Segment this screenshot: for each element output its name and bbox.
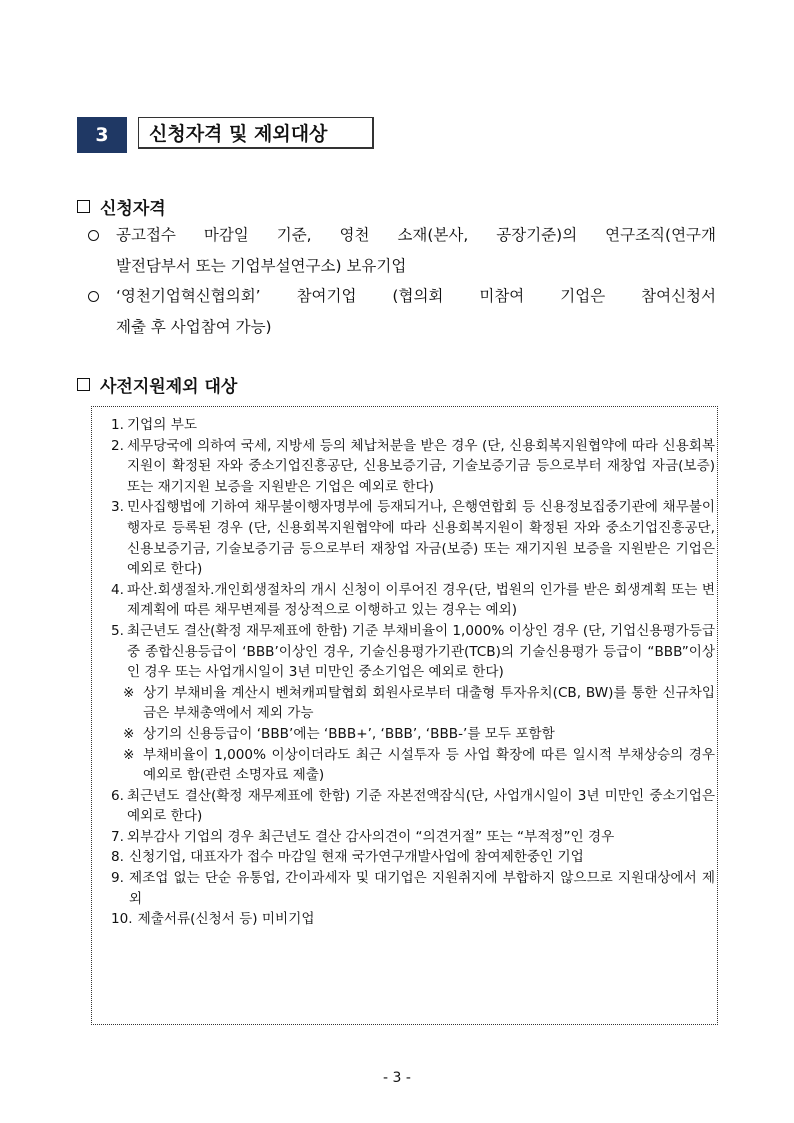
note-mark: ※ [123,746,135,763]
list-item [111,497,715,579]
note-item [111,724,715,745]
list-item [111,580,715,621]
page-number: - 3 - [383,1070,411,1086]
item-number: 10. [111,911,133,928]
item-number: 5. [111,622,124,639]
item-text: 세무당국에 의하여 국세, 지방세 등의 체납처분을 받은 경우 (단, 신용회복지원협약에 따라 신용회복지원이 확정된 자와 중소기업진흥공단, 신용보증기금, 기술보증기금 등으로부터 재창업 자금(보증) 또는 재기지원 보증을 지원받은 기업은 예외로 한다) [126,437,715,495]
note-text: 부채비율이 1,000% 이상이더라도 최근 시설투자 등 사업 확장에 따른 일시적 부채상승의 경우 예외로 함(관련 소명자료 제출) [143,746,715,784]
list-item [111,415,715,436]
eligibility-bullet [88,281,716,343]
note-text: 상기 부채비율 계산시 벤쳐캐피탈협회 회원사로부터 대출형 투자유치(CB, BW)를 통한 신규차입금은 부채총액에서 제외 가능 [143,684,715,722]
note-item [111,745,715,786]
note-mark: ※ [123,684,135,701]
bullet-line: ‘영천기업혁신협의회’ 참여기업 (협의회 미참여 기업은 참여신청서 [116,287,716,305]
list-item [111,909,715,930]
item-number: 1. [111,417,124,433]
section-number: 3 [77,117,127,153]
list-item [111,621,715,683]
note-mark: ※ [123,725,135,742]
exclusion-heading [77,372,237,397]
item-text: 기업의 부도 [126,417,197,433]
item-text: 제조업 없는 단순 유통업, 간이과세자 및 대기업은 지원취지에 부합하지 않으므로 지원대상에서 제외 [128,870,715,907]
eligibility-heading-text: 신청자격 [100,199,166,219]
list-item [111,786,715,827]
item-text: 신청기업, 대표자가 접수 마감일 현재 국가연구개발사업에 참여제한중인 기업 [128,849,584,866]
list-item [111,827,715,848]
item-text: 최근년도 결산(확정 재무제표에 한함) 기준 자본전액잠식(단, 사업개시일이 3년 미만인 중소기업은 예외로 한다) [126,787,715,825]
exclusion-box [91,406,718,1025]
bullet-line: 제출 후 사업참여 가능) [116,318,272,336]
item-number: 4. [111,581,124,598]
item-number: 8. [111,849,124,866]
section-title: 신청자격 및 제외대상 [138,117,374,149]
item-text: 외부감사 기업의 경우 최근년도 결산 감사의견이 “의견거절” 또는 “부적정”인 경우 [126,828,615,845]
eligibility-bullet [88,220,716,282]
item-number: 7. [111,828,124,845]
item-number: 3. [111,499,124,516]
note-text: 상기의 신용등급이 ‘BBB’에는 ‘BBB+’, ‘BBB’, ‘BBB-’를 모두 포함함 [143,725,555,742]
exclusion-heading-text: 사전지원제외 대상 [100,377,238,397]
circle-bullet-icon [88,230,99,241]
item-number: 9. [111,870,124,887]
list-item [111,868,715,909]
bullet-line: 공고접수 마감일 기준, 영천 소재(본사, 공장기준)의 연구조직(연구개 [116,226,716,244]
circle-bullet-icon [88,291,99,302]
item-text: 파산.회생절차.개인회생절차의 개시 신청이 이루어진 경우(단, 법원의 인가를 받은 회생계획 또는 변제계획에 따른 채무변제를 정상적으로 이행하고 있는 경우는 예외) [126,581,715,619]
square-bullet-icon [77,378,90,391]
bullet-line: 발전담부서 또는 기업부설연구소) 보유기업 [116,257,407,275]
note-item [111,683,715,724]
list-item [111,436,715,498]
item-text: 제출서류(신청서 등) 미비기업 [137,911,315,928]
item-text: 민사집행법에 기하여 채무불이행자명부에 등재되거나, 은행연합회 등 신용정보집중기관에 채무불이행자로 등록된 경우 (단, 신용회복지원협약에 따라 신용회복지원이 확정된 자와 중소기업진흥공단, 신용보증기금, 기술보증기금 등으로부터 재창업 자금(보증) 또는 재기지원 보증을 지원받은 기업은 예외로 한다) [126,499,715,578]
item-number: 2. [111,437,124,454]
eligibility-heading [77,194,166,219]
square-bullet-icon [77,200,90,213]
item-text: 최근년도 결산(확정 재무제표에 한함) 기준 부채비율이 1,000% 이상인 경우 (단, 기업신용평가등급 중 종합신용등급이 ‘BBB’이상인 경우, 기술신용평가기관(TCB)의 기술신용평가 등급이 “BBB”이상인 경우 또는 사업개시일이 3년 미만인 중소기업은 예외로 한다) [126,622,715,681]
item-number: 6. [111,787,124,804]
list-item [111,847,715,868]
